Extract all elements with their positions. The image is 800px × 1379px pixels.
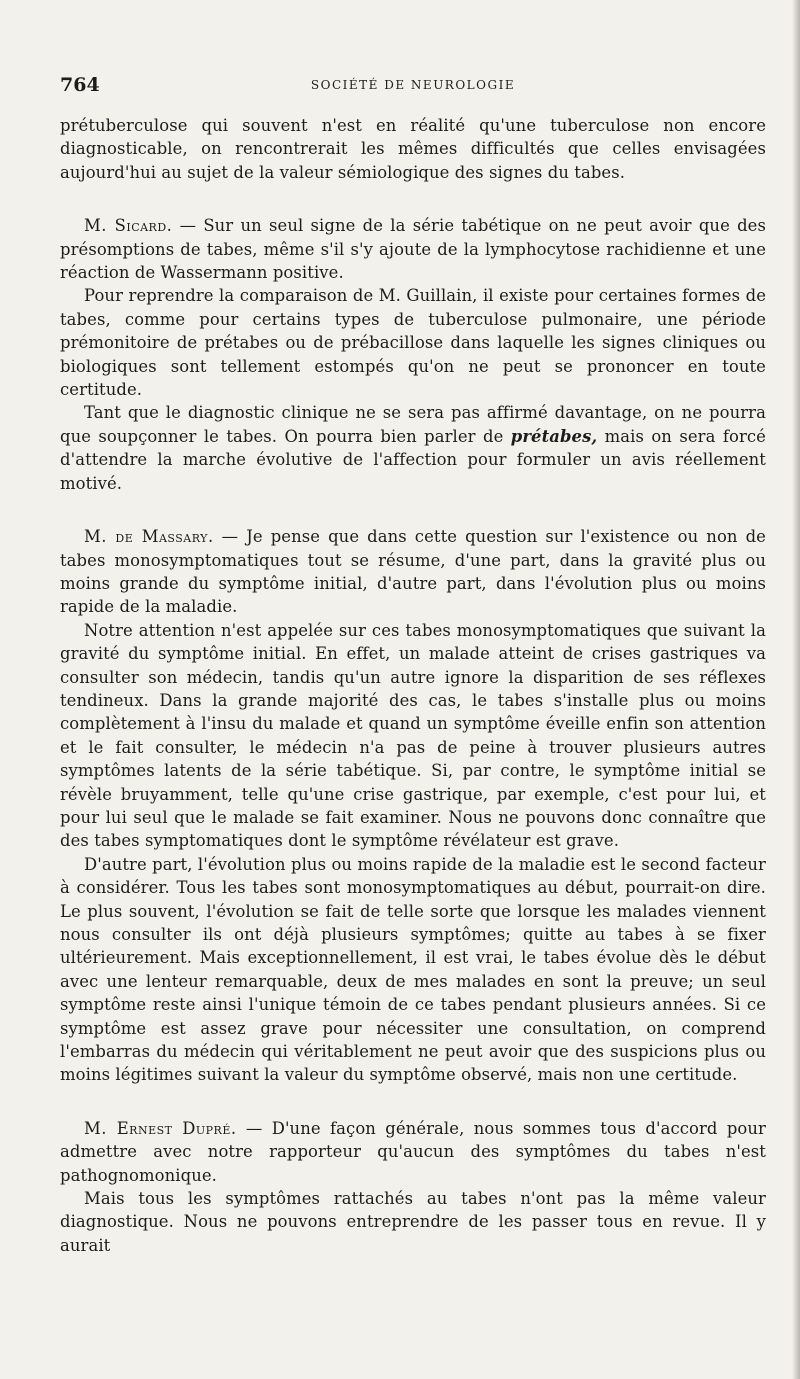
- speaker-name: M. Sicard.: [84, 216, 173, 236]
- continuation-paragraph: prétuberculose qui souvent n'est en réalité qu'une tuberculose non encore diagnosticable, on rencontrerait les mêmes difficultés que celles envisagées aujourd'hui au sujet de la valeur sémiologique des signes du tabes.: [60, 116, 766, 182]
- italic-term: prétabes,: [510, 426, 598, 446]
- paragraph-text: — Sur un seul signe de la série tabétique on ne peut avoir que des présomptions de tabes, même s'il s'y ajoute de la lymphocytose rachidienne et une réaction de Wassermann positive.: [60, 216, 766, 283]
- paragraph-text: — D'une façon générale, nous sommes tous d'accord pour admettre avec notre rapporteur qu'aucun des symptômes du tabes n'est pathognomonique.: [60, 1118, 766, 1185]
- dupre-intervention: [60, 1117, 766, 1187]
- paragraph: Notre attention n'est appelée sur ces tabes monosymptomatiques que suivant la gravité du symptôme initial. En effet, un malade atteint de crises gastriques va consulter son médecin, tandis qu'un autre ignore la disparition de ses réflexes tendineux. Dans la grande majorité des cas, le tabes s'installe plus ou moins complètement à l'insu du malade et quand un symptôme éveille enfin son attention et le fait consulter, le médecin n'a pas de peine à trouver plusieurs autres symptômes latents de la série tabétique. Si, par contre, le symptôme initial se révèle bruyamment, telle qu'une crise gastrique, par exemple, c'est pour lui, et pour lui seul que le malade se fait examiner. Nous ne pouvons donc connaître que des tabes symptomatiques dont le symptôme révélateur est grave.: [60, 620, 766, 851]
- page-number: 764: [60, 74, 100, 96]
- speaker-name: M. Ernest Dupré.: [84, 1118, 237, 1138]
- de-massary-intervention: [60, 525, 766, 619]
- paragraph: D'autre part, l'évolution plus ou moins rapide de la maladie est le second facteur à considérer. Tous les tabes sont monosymptomatiques au début, pourrait-on dire. Le plus souvent, l'évolution se fait de telle sorte que lorsque les malades viennent nous consulter ils ont déjà plusieurs symptômes; quitte au tabes à se fixer ultérieurement. Mais exceptionnellement, il est vrai, le tabes évolue dès le début avec une lenteur remarquable, deux de mes malades en sont la preuve; un seul symptôme reste ainsi l'unique témoin de ce tabes pendant plusieurs années. Si ce symptôme est assez grave pour nécessiter une consultation, on comprend l'embarras du médecin qui véritablement ne peut avoir que des suspicions plus ou moins légitimes suivant la valeur du symptôme observé, mais non une certitude.: [60, 854, 766, 1085]
- paragraph: Mais tous les symptômes rattachés au tabes n'ont pas la même valeur diagnostique. Nous ne pouvons entreprendre de les passer tous en revue. Il y aurait: [60, 1189, 766, 1255]
- paragraph-text: — Je pense que dans cette question sur l'existence ou non de tabes monosymptomatiques tout se résume, d'une part, dans la gravité plus ou moins grande du symptôme initial, d'autre part, dans l'évolution plus ou moins rapide de la maladie.: [60, 527, 766, 617]
- paragraph: Pour reprendre la comparaison de M. Guillain, il existe pour certaines formes de tabes, comme pour certains types de tuberculose pulmonaire, une période prémonitoire de prétabes ou de prébacillose dans laquelle les signes cliniques ou biologiques sont tellement estompés qu'on ne peut se prononcer en toute certitude.: [60, 286, 766, 400]
- paragraph: Tant que le diagnostic clinique ne se sera pas affirmé davantage, on ne pourra que soupçonner le tabes. On pourra bien parler de prétabes, mais on sera forcé d'attendre la marche évolutive de l'affection pour formuler un avis réellement motivé.: [60, 403, 766, 493]
- running-head: SOCIÉTÉ DE NEUROLOGIE: [310, 78, 516, 92]
- page-edge-shadow: [792, 0, 800, 1379]
- speaker-name: M. de Massary.: [84, 527, 214, 547]
- page-header: [60, 74, 766, 100]
- sicard-intervention: [60, 214, 766, 284]
- body-text: [60, 114, 766, 1257]
